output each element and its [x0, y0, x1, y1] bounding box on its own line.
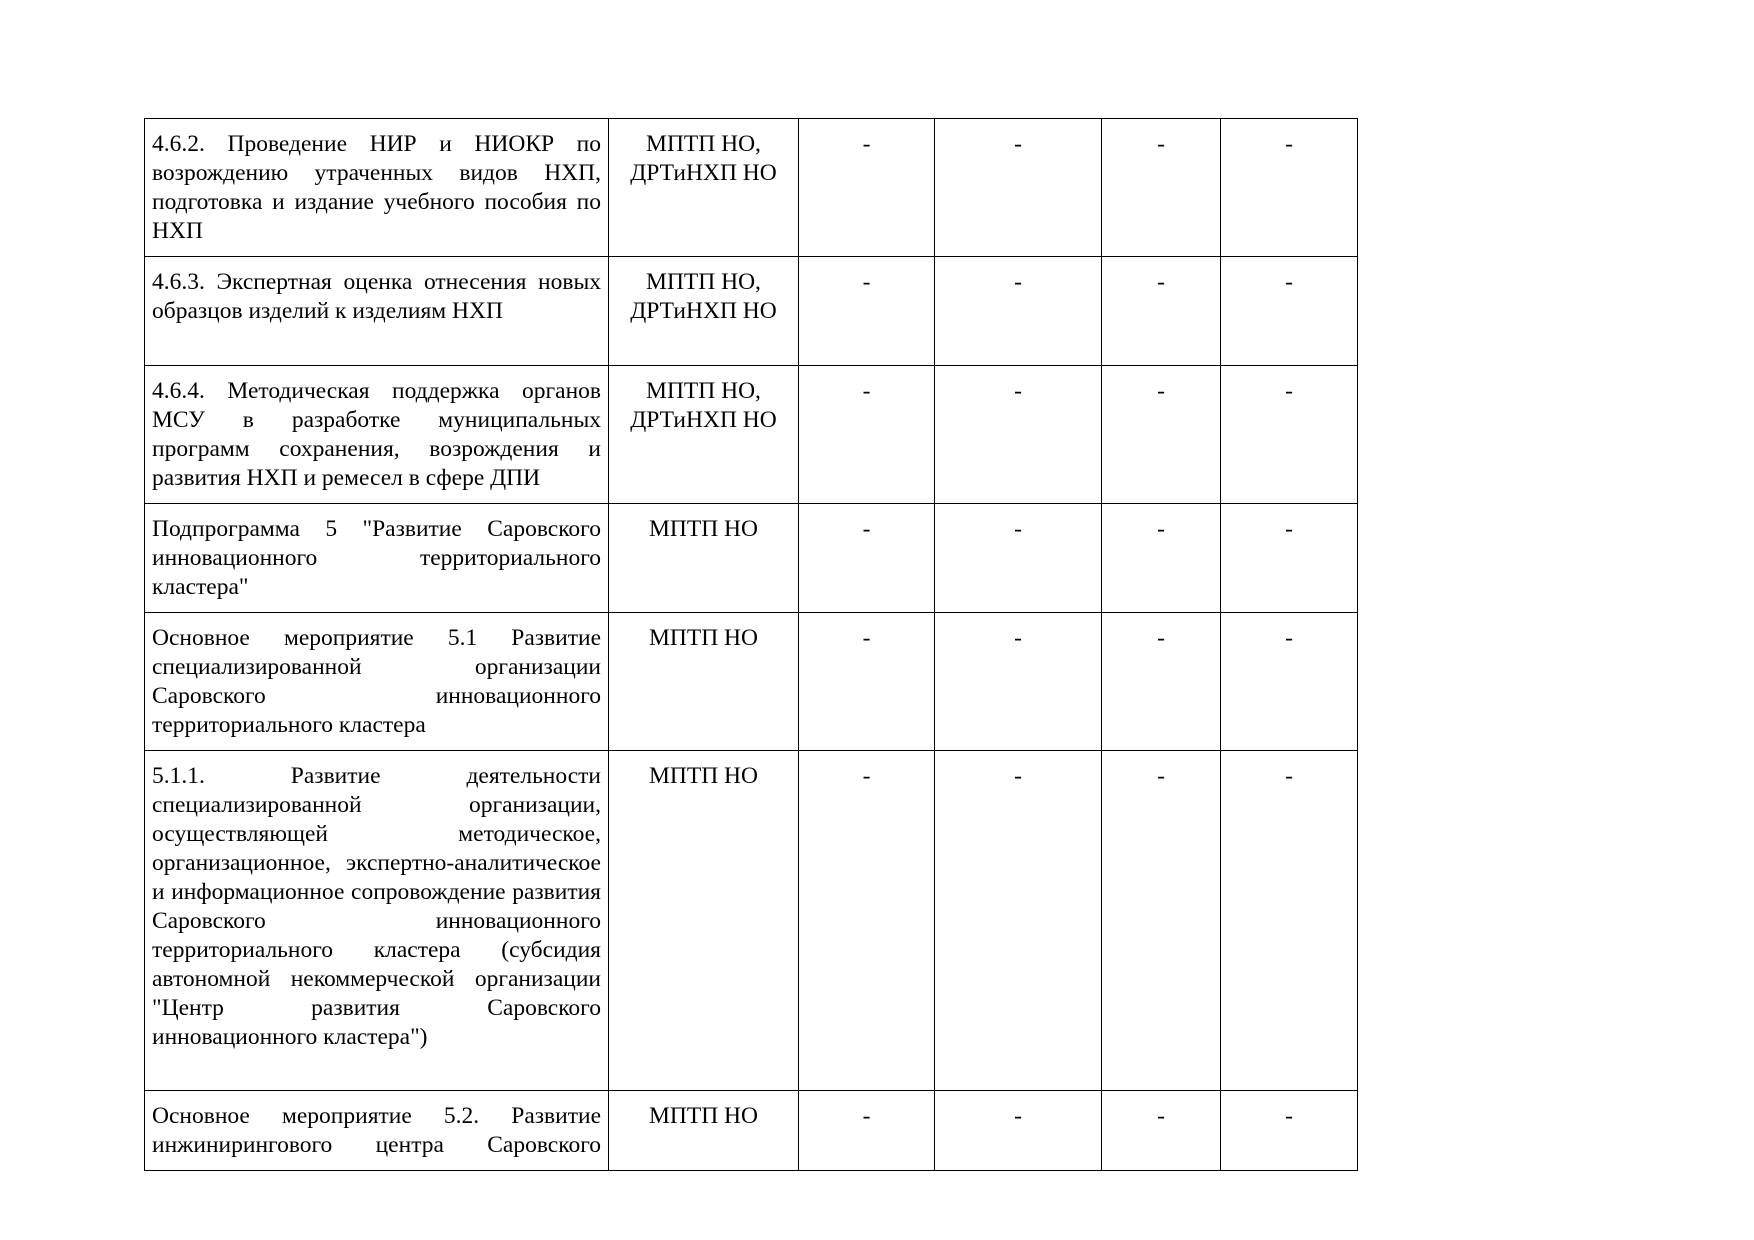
activity-name: 5.1.1. Развитие деятельности специализированной организации, осуществляющей методическое, организационное, экспертно-аналитическое и информационное сопровождение развития Саровского инновационного территориального кластера (субсидия автономной некоммерческой организации "Центр развития Саровского инновационного кластера"): [145, 751, 609, 1091]
activity-name: 4.6.4. Методическая поддержка органов МСУ в разработке муниципальных программ сохранения, возрождения и развития НХП и ремесел в сфере ДПИ: [145, 366, 609, 504]
executor-line: МПТП НО,: [646, 378, 761, 404]
executor-line: МПТП НО,: [646, 269, 761, 295]
value-cell: -: [1102, 504, 1221, 613]
value-cell: -: [799, 613, 935, 751]
value-cell: -: [935, 366, 1102, 504]
executor-cell: [609, 1091, 799, 1171]
value-cell: -: [1221, 119, 1358, 257]
value-cell: -: [1102, 613, 1221, 751]
value-cell: -: [1102, 119, 1221, 257]
value-cell: -: [935, 119, 1102, 257]
executor-cell: [609, 366, 799, 504]
value-cell: -: [935, 751, 1102, 1091]
table-row: [145, 257, 1358, 366]
value-cell: -: [799, 751, 935, 1091]
value-cell: -: [799, 366, 935, 504]
executor-line: ДРТиНХП НО: [630, 298, 777, 324]
executor-cell: [609, 504, 799, 613]
value-cell: -: [1102, 751, 1221, 1091]
executor-cell: [609, 257, 799, 366]
value-cell: -: [1221, 613, 1358, 751]
value-cell: -: [799, 257, 935, 366]
activity-name: Основное мероприятие 5.1 Развитие специализированной организации Саровского инновационного территориального кластера: [145, 613, 609, 751]
table-row: [145, 1091, 1358, 1171]
value-cell: -: [935, 613, 1102, 751]
table-row: [145, 366, 1358, 504]
subprogram-title: Подпрограмма 5 "Развитие Саровского инновационного территориального кластера": [145, 504, 609, 613]
value-cell: -: [935, 504, 1102, 613]
activity-name: Основное мероприятие 5.2. Развитие инжинирингового центра Саровского: [145, 1091, 609, 1171]
table-row: [145, 504, 1358, 613]
table-row: [145, 751, 1358, 1091]
value-cell: -: [1102, 366, 1221, 504]
executor-line: МПТП НО: [648, 763, 758, 789]
executor-line: ДРТиНХП НО: [630, 407, 777, 433]
value-cell: -: [1221, 366, 1358, 504]
table-row: [145, 613, 1358, 751]
table-row: [145, 119, 1358, 257]
value-cell: -: [1221, 751, 1358, 1091]
executor-line: МПТП НО: [648, 1103, 758, 1129]
executor-line: МПТП НО: [648, 516, 758, 542]
value-cell: -: [935, 257, 1102, 366]
value-cell: -: [1221, 504, 1358, 613]
executor-line: МПТП НО: [648, 625, 758, 651]
executor-line: МПТП НО,: [646, 131, 761, 157]
executor-line: ДРТиНХП НО: [630, 160, 777, 186]
program-activities-table: [144, 118, 1358, 1171]
executor-cell: [609, 751, 799, 1091]
activity-name: 4.6.3. Экспертная оценка отнесения новых образцов изделий к изделиям НХП: [145, 257, 609, 366]
value-cell: -: [799, 504, 935, 613]
value-cell: -: [1221, 1091, 1358, 1171]
executor-cell: [609, 119, 799, 257]
value-cell: -: [1102, 257, 1221, 366]
value-cell: -: [799, 1091, 935, 1171]
executor-cell: [609, 613, 799, 751]
value-cell: -: [799, 119, 935, 257]
value-cell: -: [1102, 1091, 1221, 1171]
value-cell: -: [1221, 257, 1358, 366]
activity-name: 4.6.2. Проведение НИР и НИОКР по возрождению утраченных видов НХП, подготовка и издание учебного пособия по НХП: [145, 119, 609, 257]
value-cell: -: [935, 1091, 1102, 1171]
